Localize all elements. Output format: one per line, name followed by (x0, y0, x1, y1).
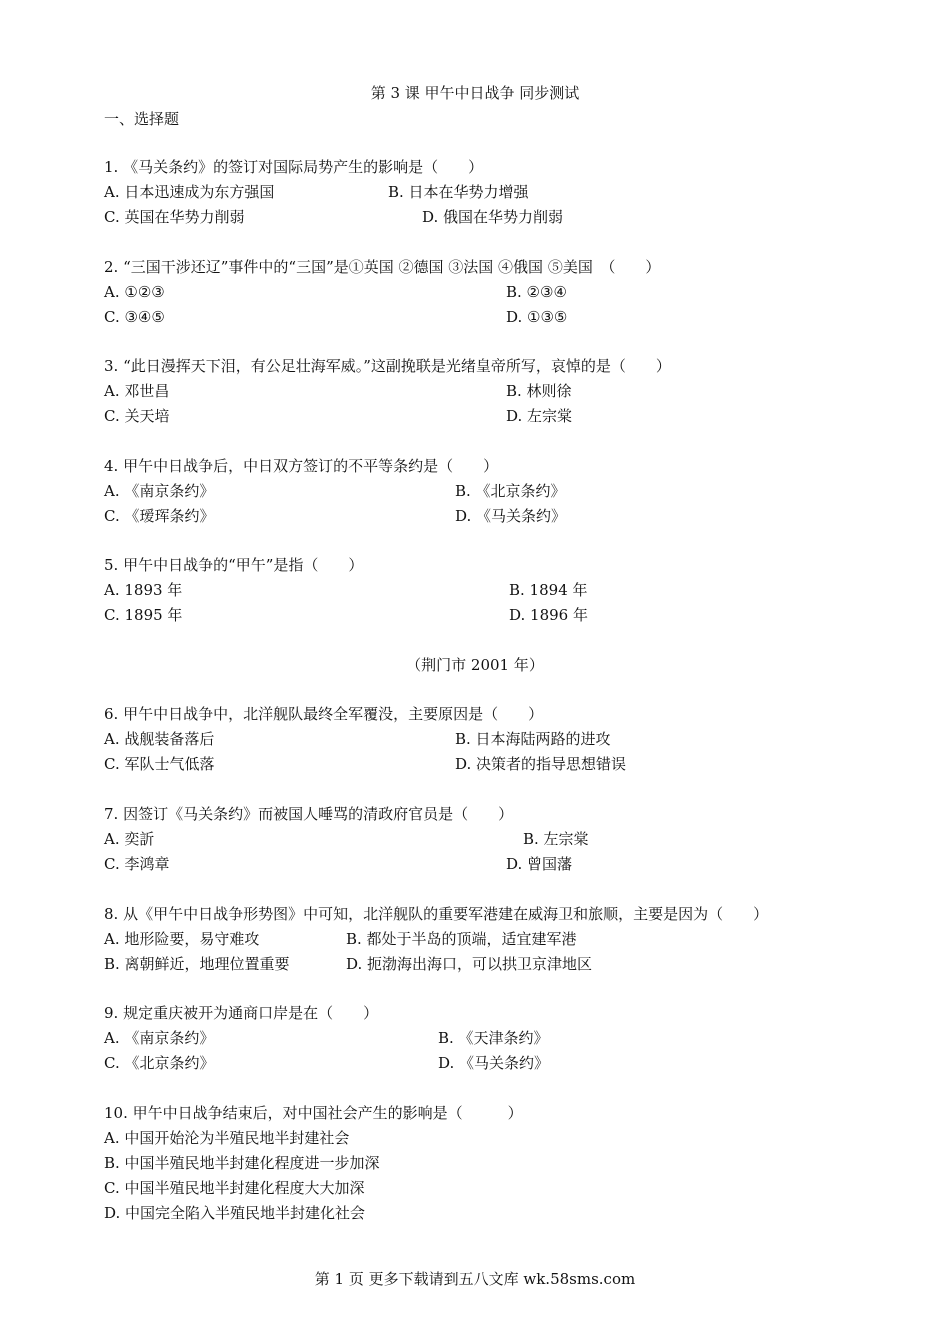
question-option: C. ③④⑤ (104, 308, 165, 326)
question-option: C. 《北京条约》 (104, 1054, 215, 1072)
question-option: A. ①②③ (104, 283, 165, 301)
question-option: D. 俄国在华势力削弱 (422, 208, 564, 226)
question-option: B. 日本在华势力增强 (388, 183, 529, 201)
question-option: A. 地形险要，易守难攻 (104, 930, 260, 948)
question-stem: 8. 从《甲午中日战争形势图》中可知，北洋舰队的重要军港建在威海卫和旅顺，主要是因为（ ） (104, 905, 769, 923)
question-option: D. 左宗棠 (506, 407, 573, 425)
section-heading: 一、选择题 (104, 110, 180, 128)
question-stem: 10. 甲午中日战争结束后，对中国社会产生的影响是（ ） (104, 1104, 523, 1122)
question-option: A. 奕訢 (104, 830, 155, 848)
question-option: A. 中国开始沦为半殖民地半封建社会 (104, 1129, 350, 1147)
question-option: A. 日本迅速成为东方强国 (104, 183, 275, 201)
question-stem: 9. 规定重庆被开为通商口岸是在（ ） (104, 1004, 379, 1022)
question-stem: 7. 因签订《马关条约》而被国人唾骂的清政府官员是（ ） (104, 805, 514, 823)
question-option: D. 曾国藩 (506, 855, 573, 873)
source-note: （荆门市 2001 年） (406, 656, 544, 674)
question-option: C. 李鸿章 (104, 855, 170, 873)
question-option: B. 1894 年 (509, 581, 588, 599)
question-option: A. 邓世昌 (104, 382, 170, 400)
question-option: D. 扼渤海出海口，可以拱卫京津地区 (346, 955, 593, 973)
page-footer: 第 1 页 更多下载请到五八文库 wk.58sms.com (314, 1270, 636, 1288)
question-option: D. 《马关条约》 (438, 1054, 550, 1072)
question-stem: 3. “此日漫挥天下泪，有公足壮海军威。”这副挽联是光绪皇帝所写，哀悼的是（ ） (104, 357, 671, 375)
question-option: D. 1896 年 (509, 606, 588, 624)
question-option: C. 中国半殖民地半封建化程度大大加深 (104, 1179, 365, 1197)
question-option: D. 中国完全陷入半殖民地半封建化社会 (104, 1204, 366, 1222)
question-option: C. 《瑷珲条约》 (104, 507, 215, 525)
question-option: B. 左宗棠 (523, 830, 589, 848)
question-option: A. 1893 年 (104, 581, 183, 599)
question-option: A. 《南京条约》 (104, 482, 215, 500)
question-stem: 1. 《马关条约》的签订对国际局势产生的影响是（ ） (104, 158, 484, 176)
question-stem: 2. “三国干涉还辽”事件中的“三国”是①英国 ②德国 ③法国 ④俄国 ⑤美国 （ ） (104, 258, 661, 276)
question-option: C. 1895 年 (104, 606, 183, 624)
question-option: B. 林则徐 (506, 382, 572, 400)
question-option: D. 决策者的指导思想错误 (455, 755, 627, 773)
question-option: B. 《天津条约》 (438, 1029, 549, 1047)
question-option: C. 关天培 (104, 407, 170, 425)
question-option: B. 离朝鲜近，地理位置重要 (104, 955, 290, 973)
question-option: C. 英国在华势力削弱 (104, 208, 245, 226)
question-option: B. 中国半殖民地半封建化程度进一步加深 (104, 1154, 380, 1172)
question-option: A. 战舰装备落后 (104, 730, 215, 748)
question-stem: 5. 甲午中日战争的“甲午”是指（ ） (104, 556, 364, 574)
document-title: 第 3 课 甲午中日战争 同步测试 (370, 84, 580, 102)
question-stem: 4. 甲午中日战争后，中日双方签订的不平等条约是（ ） (104, 457, 499, 475)
question-option: C. 军队士气低落 (104, 755, 215, 773)
question-option: A. 《南京条约》 (104, 1029, 215, 1047)
question-option: B. ②③④ (506, 283, 567, 301)
question-stem: 6. 甲午中日战争中，北洋舰队最终全军覆没，主要原因是（ ） (104, 705, 544, 723)
question-option: D. 《马关条约》 (455, 507, 567, 525)
question-option: B. 《北京条约》 (455, 482, 566, 500)
question-option: B. 日本海陆两路的进攻 (455, 730, 611, 748)
question-option: D. ①③⑤ (506, 308, 568, 326)
question-option: B. 都处于半岛的顶端，适宜建军港 (346, 930, 577, 948)
